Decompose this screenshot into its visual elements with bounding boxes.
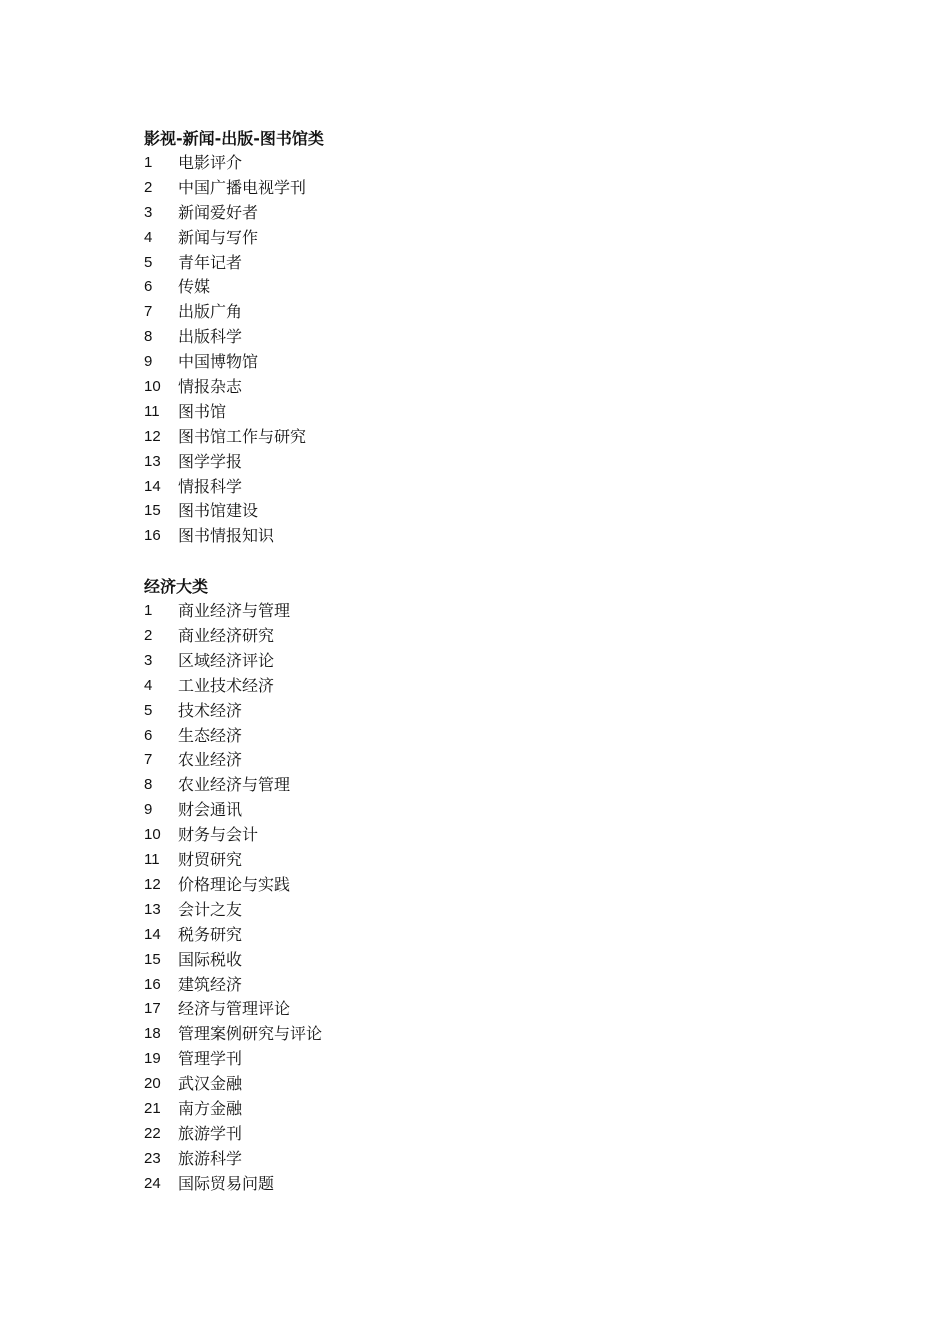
item-number: 24 (144, 1174, 161, 1192)
list-item (144, 748, 844, 773)
list-item (144, 973, 844, 998)
journal-name: 中国博物馆 (178, 352, 259, 372)
item-number: 23 (144, 1149, 161, 1167)
item-number: 21 (144, 1099, 161, 1117)
list-item (144, 923, 844, 948)
list-item (144, 674, 844, 699)
list-item (144, 699, 844, 724)
journal-list (144, 151, 844, 549)
item-number: 7 (144, 751, 153, 769)
journal-name: 电影评介 (178, 153, 243, 172)
journal-name: 建筑经济 (178, 974, 243, 994)
list-item (144, 499, 844, 524)
list-item (144, 848, 844, 873)
journal-name: 财贸研究 (178, 850, 243, 870)
list-item (144, 1097, 844, 1122)
journal-name: 商业经济研究 (178, 626, 275, 646)
journal-name: 新闻爱好者 (178, 202, 259, 222)
item-number: 3 (144, 651, 153, 669)
item-number: 17 (144, 1000, 161, 1018)
list-item (144, 1147, 844, 1172)
item-number: 7 (144, 303, 153, 321)
document-page (144, 126, 844, 1197)
item-number: 3 (144, 203, 153, 221)
list-item (144, 599, 844, 624)
section-title: 经济大类 (144, 577, 209, 597)
list-item (144, 1122, 844, 1147)
journal-list (144, 599, 844, 1196)
list-item (144, 524, 844, 549)
list-item (144, 649, 844, 674)
journal-name: 新闻与写作 (178, 227, 259, 247)
list-item (144, 226, 844, 251)
list-item (144, 997, 844, 1022)
list-item (144, 325, 844, 350)
journal-name: 图书馆建设 (178, 501, 259, 521)
item-number: 9 (144, 801, 153, 819)
list-item (144, 425, 844, 450)
item-number: 6 (144, 726, 153, 744)
item-number: 8 (144, 776, 153, 794)
list-item (144, 724, 844, 749)
item-number: 4 (144, 228, 153, 246)
journal-name: 管理学刊 (178, 1049, 243, 1069)
item-number: 15 (144, 502, 161, 520)
list-item (144, 151, 844, 176)
item-number: 11 (144, 851, 160, 869)
list-item (144, 898, 844, 923)
journal-name: 传媒 (178, 277, 211, 297)
item-number: 22 (144, 1124, 161, 1142)
item-number: 12 (144, 427, 161, 445)
list-item (144, 1047, 844, 1072)
journal-name: 南方金融 (178, 1098, 243, 1118)
journal-name: 生态经济 (178, 725, 243, 745)
item-number: 11 (144, 402, 160, 420)
item-number: 14 (144, 477, 161, 495)
list-item (144, 475, 844, 500)
item-number: 16 (144, 975, 161, 993)
list-item (144, 1022, 844, 1047)
item-number: 12 (144, 875, 161, 893)
journal-name: 财务与会计 (178, 825, 259, 845)
item-number: 8 (144, 328, 153, 346)
journal-name: 青年记者 (178, 252, 243, 272)
section-media-publishing-library (144, 126, 844, 549)
list-item (144, 176, 844, 201)
item-number: 14 (144, 925, 161, 943)
journal-name: 商业经济与管理 (178, 601, 291, 621)
journal-name: 图学学报 (178, 451, 243, 471)
journal-name: 出版科学 (178, 327, 243, 347)
item-number: 4 (144, 676, 153, 694)
list-item (144, 1172, 844, 1197)
item-number: 10 (144, 378, 161, 396)
list-item (144, 350, 844, 375)
item-number: 13 (144, 452, 161, 470)
item-number: 20 (144, 1075, 161, 1093)
list-item (144, 624, 844, 649)
journal-name: 出版广角 (178, 302, 243, 322)
list-item (144, 948, 844, 973)
item-number: 2 (144, 627, 153, 645)
journal-name: 农业经济 (178, 750, 243, 770)
item-number: 10 (144, 826, 161, 844)
journal-name: 情报科学 (178, 476, 243, 496)
list-item (144, 873, 844, 898)
item-number: 13 (144, 900, 161, 918)
journal-name: 国际贸易问题 (178, 1173, 275, 1193)
item-number: 5 (144, 701, 153, 719)
journal-name: 农业经济与管理 (178, 775, 291, 795)
journal-name: 图书情报知识 (178, 526, 275, 546)
list-item (144, 798, 844, 823)
section-gap (144, 549, 844, 574)
journal-name: 价格理论与实践 (178, 874, 291, 894)
section-economics (144, 574, 844, 1196)
list-item (144, 1072, 844, 1097)
journal-name: 经济与管理评论 (178, 999, 291, 1019)
item-number: 9 (144, 353, 153, 371)
journal-name: 会计之友 (178, 899, 243, 919)
journal-name: 财会通讯 (178, 800, 243, 820)
item-number: 19 (144, 1050, 161, 1068)
item-number: 2 (144, 178, 153, 196)
item-number: 16 (144, 527, 161, 545)
item-number: 5 (144, 253, 153, 271)
journal-name: 中国广播电视学刊 (178, 177, 307, 197)
journal-name: 区域经济评论 (178, 650, 275, 670)
item-number: 1 (144, 154, 153, 171)
journal-name: 武汉金融 (178, 1074, 243, 1094)
item-number: 6 (144, 278, 153, 296)
section-title: 影视-新闻-出版-图书馆类 (144, 129, 324, 148)
list-item (144, 400, 844, 425)
item-number: 1 (144, 602, 153, 620)
journal-name: 图书馆工作与研究 (178, 426, 307, 446)
list-item (144, 773, 844, 798)
item-number: 15 (144, 950, 161, 968)
journal-name: 管理案例研究与评论 (178, 1024, 323, 1044)
journal-name: 旅游学刊 (178, 1123, 243, 1143)
list-item (144, 251, 844, 276)
list-item (144, 375, 844, 400)
journal-name: 情报杂志 (178, 377, 243, 397)
journal-name: 图书馆 (178, 401, 227, 421)
list-item (144, 300, 844, 325)
journal-name: 旅游科学 (178, 1148, 243, 1168)
list-item (144, 201, 844, 226)
list-item (144, 823, 844, 848)
journal-name: 技术经济 (178, 700, 243, 720)
journal-name: 国际税收 (178, 949, 243, 969)
journal-name: 工业技术经济 (178, 675, 275, 695)
item-number: 18 (144, 1025, 161, 1043)
list-item (144, 275, 844, 300)
journal-name: 税务研究 (178, 924, 243, 944)
list-item (144, 450, 844, 475)
